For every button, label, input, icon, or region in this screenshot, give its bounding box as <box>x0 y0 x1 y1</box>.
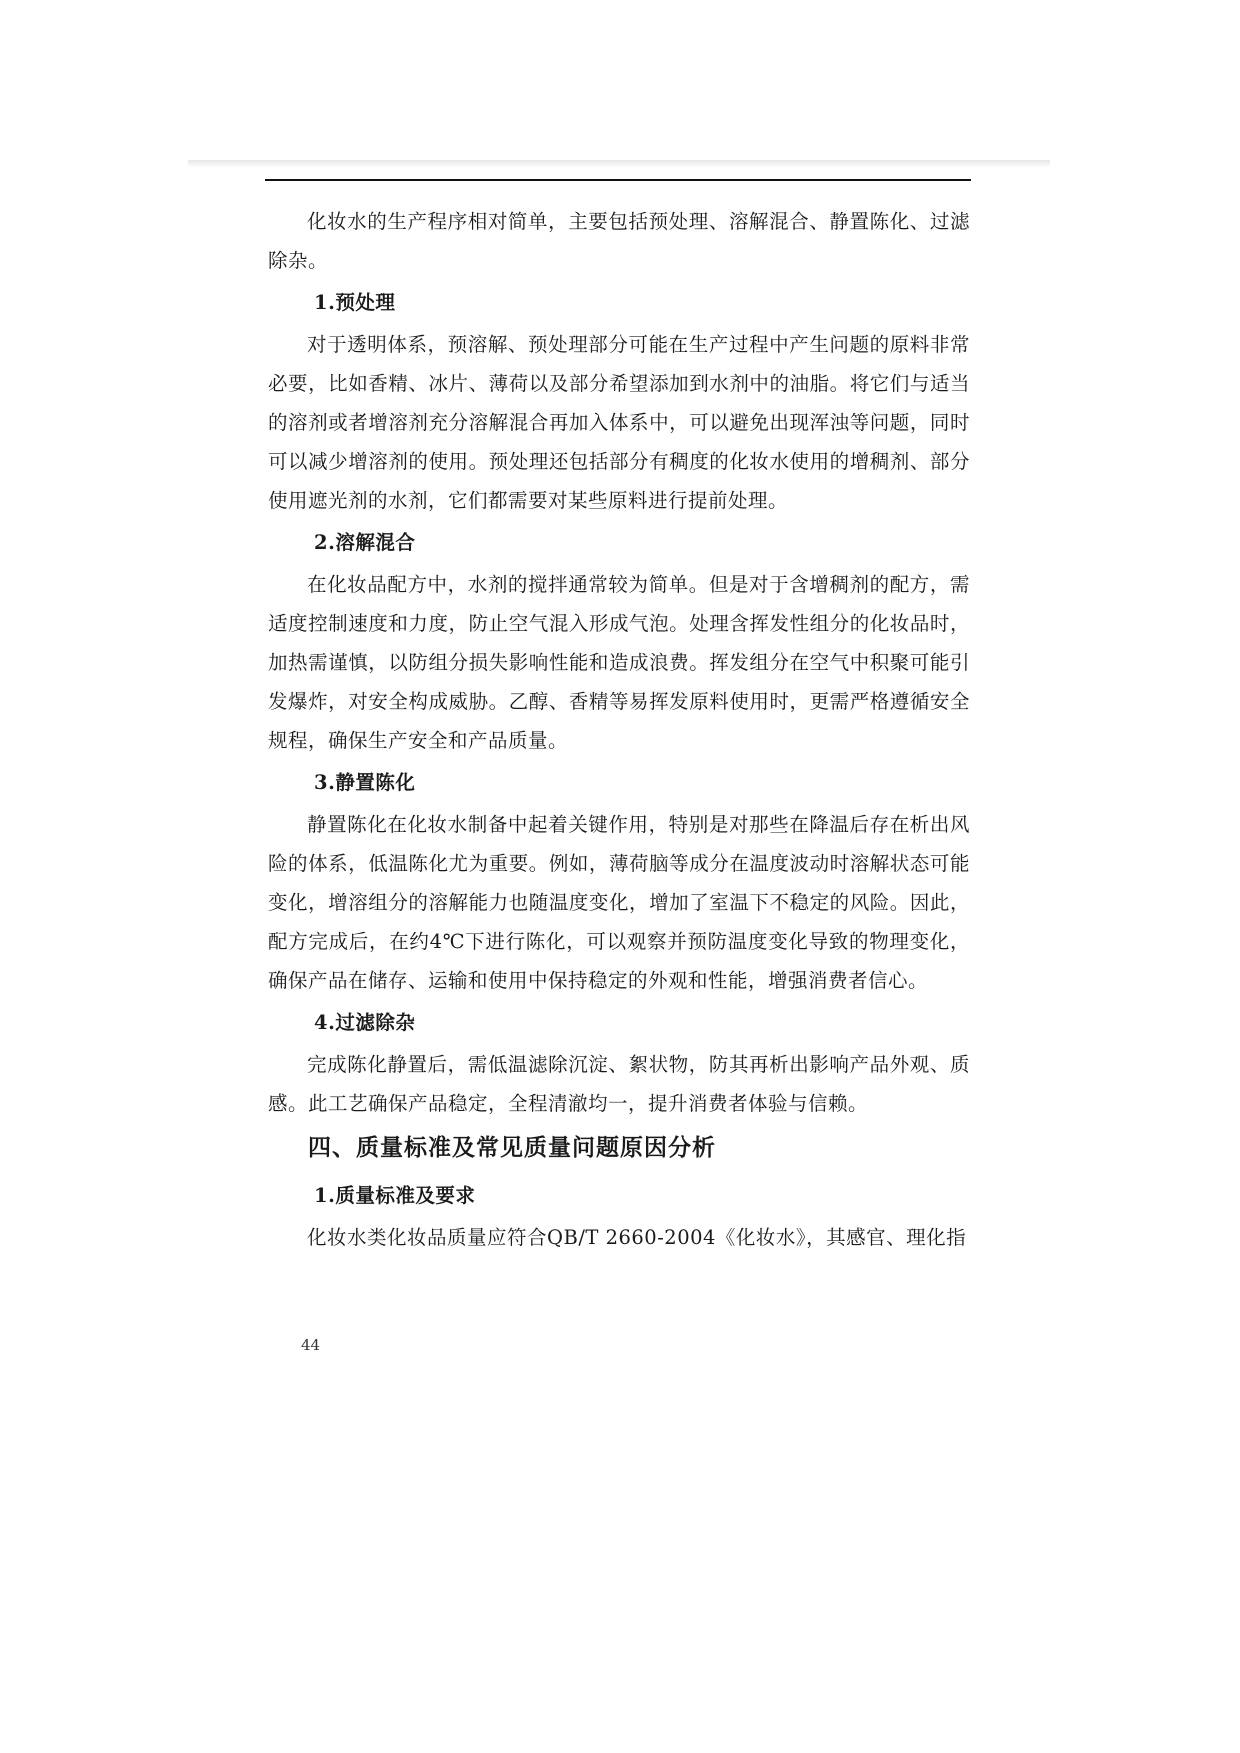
subheading-dissolving-mixing: 2.溶解混合 <box>314 531 416 554</box>
page-top-shadow <box>188 160 1050 168</box>
pretreatment-paragraph: 对于透明体系，预溶解、预处理部分可能在生产过程中产生问题的原料非常必要，比如香精、冰片、薄荷以及部分希望添加到水剂中的油脂。将它们与适当的溶剂或者增溶剂充分溶解混合再加入体系中，可以避免出现浑浊等问题，同时可以减少增溶剂的使用。预处理还包括部分有稠度的化妆水使用的增稠剂、部分使用遮光剂的水剂，它们都需要对某些原料进行提前处理。 <box>268 333 970 512</box>
intro-paragraph: 化妆水的生产程序相对简单，主要包括预处理、溶解混合、静置陈化、过滤除杂。 <box>268 210 970 272</box>
subheading-quality-standards: 1.质量标准及要求 <box>314 1184 476 1207</box>
section-heading-quality: 四、质量标准及常见质量问题原因分析 <box>308 1134 716 1161</box>
filtering-paragraph: 完成陈化静置后，需低温滤除沉淀、絮状物，防其再析出影响产品外观、质感。此工艺确保产品稳定，全程清澈均一，提升消费者体验与信赖。 <box>268 1053 970 1115</box>
header-rule <box>265 179 971 181</box>
page-body <box>268 202 970 1257</box>
quality-standards-paragraph: 化妆水类化妆品质量应符合QB/T 2660-2004《化妆水》，其感官、理化指 <box>307 1226 967 1249</box>
subheading-aging: 3.静置陈化 <box>314 771 416 794</box>
dissolving-mixing-paragraph: 在化妆品配方中，水剂的搅拌通常较为简单。但是对于含增稠剂的配方，需适度控制速度和力度，防止空气混入形成气泡。处理含挥发性组分的化妆品时，加热需谨慎，以防组分损失影响性能和造成浪费。挥发组分在空气中积聚可能引发爆炸，对安全构成威胁。乙醇、香精等易挥发原料使用时，更需严格遵循安全规程，确保生产安全和产品质量。 <box>268 573 970 752</box>
aging-paragraph: 静置陈化在化妆水制备中起着关键作用，特别是对那些在降温后存在析出风险的体系，低温陈化尤为重要。例如，薄荷脑等成分在温度波动时溶解状态可能变化，增溶组分的溶解能力也随温度变化，增加了室温下不稳定的风险。因此，配方完成后，在约4℃下进行陈化，可以观察并预防温度变化导致的物理变化，确保产品在储存、运输和使用中保持稳定的外观和性能，增强消费者信心。 <box>268 813 970 992</box>
subheading-filtering: 4.过滤除杂 <box>314 1011 416 1034</box>
page-number: 44 <box>301 1336 321 1354</box>
subheading-pretreatment: 1.预处理 <box>314 291 396 314</box>
